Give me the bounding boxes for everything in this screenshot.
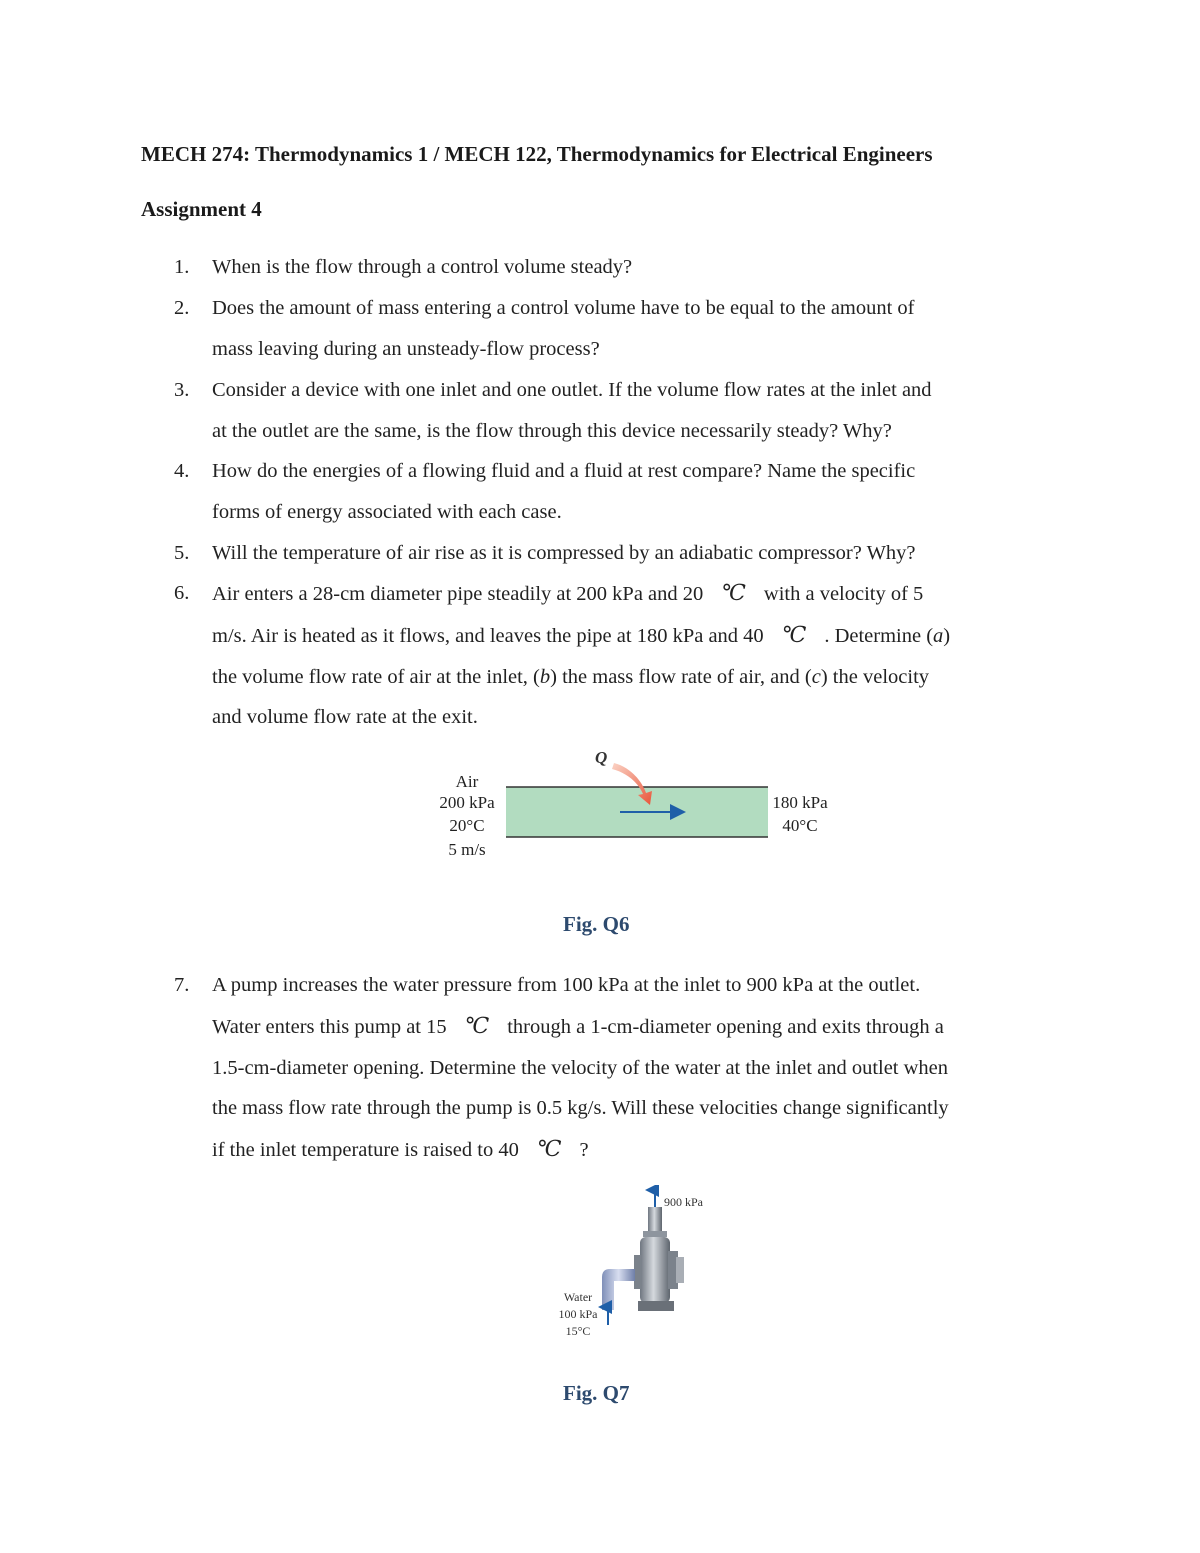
inlet-fluid-label: Water bbox=[563, 1290, 593, 1304]
question-text-line: at the outlet are the same, is the flow through this device necessarily steady? Why? bbox=[212, 419, 892, 442]
question-text-line: mass leaving during an unsteady-flow process? bbox=[212, 337, 600, 360]
question-7 bbox=[174, 965, 1064, 1171]
question-text-line: Does the amount of mass entering a control volume have to be equal to the amount of bbox=[212, 297, 915, 319]
assignment-heading: Assignment 4 bbox=[141, 197, 262, 221]
question-3 bbox=[174, 370, 1064, 452]
pump-base bbox=[638, 1301, 674, 1311]
course-title: MECH 274: Thermodynamics 1 / MECH 122, Thermodynamics for Electrical Engineers bbox=[141, 142, 933, 166]
question-text-line: How do the energies of a flowing fluid and a fluid at rest compare? Name the specific bbox=[212, 460, 916, 482]
question-text: Will the temperature of air rise as it is compressed by an adiabatic compressor? Why? bbox=[212, 542, 916, 564]
question-number: 7. bbox=[174, 974, 190, 996]
question-text: When is the flow through a control volume steady? bbox=[212, 256, 633, 278]
question-text-line: A pump increases the water pressure from 100 kPa at the inlet to 900 kPa at the outlet. bbox=[212, 974, 921, 996]
question-4 bbox=[174, 451, 1064, 533]
question-text-line: 1.5-cm-diameter opening. Determine the velocity of the water at the inlet and outlet when bbox=[212, 1056, 949, 1079]
outlet-pressure-label: 180 kPa bbox=[772, 793, 828, 812]
degree-celsius-symbol: ℃ bbox=[536, 1136, 562, 1162]
inlet-temperature-label: 20°C bbox=[449, 816, 485, 835]
question-text-line: m/s. Air is heated as it flows, and leaves the pipe at 180 kPa and 40 ℃ . Determine (a) bbox=[212, 621, 951, 647]
heat-label: Q bbox=[595, 748, 608, 767]
inlet-fluid-label: Air bbox=[455, 772, 479, 791]
question-5 bbox=[174, 533, 1064, 574]
question-text-line: the mass flow rate through the pump is 0.5 kg/s. Will these velocities change significantly bbox=[212, 1097, 949, 1120]
suction-pipe bbox=[602, 1269, 635, 1310]
question-text-line: Water enters this pump at 15 ℃ through a 1-cm-diameter opening and exits through a bbox=[212, 1012, 944, 1038]
question-text-line: if the inlet temperature is raised to 40 ℃ ? bbox=[212, 1136, 589, 1162]
question-1 bbox=[174, 247, 1064, 288]
outlet-pressure-label: 900 kPa bbox=[664, 1195, 703, 1209]
question-text-line: Air enters a 28-cm diameter pipe steadily at 200 kPa and 20 ℃ with a velocity of 5 bbox=[212, 580, 924, 605]
pump-casing bbox=[640, 1237, 670, 1303]
degree-celsius-symbol: ℃ bbox=[721, 580, 746, 605]
question-text-line: and volume flow rate at the exit. bbox=[212, 706, 478, 729]
pipe-diagram bbox=[420, 745, 840, 870]
pump-diagram bbox=[540, 1185, 730, 1345]
figure-q6 bbox=[420, 745, 840, 870]
question-number: 6. bbox=[174, 582, 190, 604]
question-2 bbox=[174, 288, 1064, 370]
figure-caption-q7: Fig. Q7 bbox=[563, 1381, 630, 1405]
figure-q7 bbox=[540, 1185, 730, 1345]
question-number: 4. bbox=[174, 460, 190, 482]
degree-celsius-symbol: ℃ bbox=[464, 1012, 490, 1038]
inlet-pressure-label: 200 kPa bbox=[439, 793, 495, 812]
inlet-pressure-label: 100 kPa bbox=[558, 1307, 598, 1321]
figure-caption-q6: Fig. Q6 bbox=[563, 912, 630, 936]
question-6 bbox=[174, 573, 1064, 738]
question-number: 1. bbox=[174, 256, 190, 278]
degree-celsius-symbol: ℃ bbox=[781, 621, 807, 647]
inlet-temperature-label: 15°C bbox=[565, 1324, 591, 1338]
outlet-temperature-label: 40°C bbox=[782, 816, 818, 835]
question-text-line: Consider a device with one inlet and one outlet. If the volume flow rates at the inlet and bbox=[212, 379, 932, 401]
inlet-velocity-label: 5 m/s bbox=[448, 840, 486, 859]
question-number: 2. bbox=[174, 297, 190, 319]
discharge-pipe bbox=[648, 1207, 662, 1233]
question-text-line: forms of energy associated with each case. bbox=[212, 500, 562, 523]
question-number: 5. bbox=[174, 542, 190, 564]
question-number: 3. bbox=[174, 379, 190, 401]
question-text-line: the volume flow rate of air at the inlet, (b) the mass flow rate of air, and (c) the velocity bbox=[212, 665, 930, 688]
